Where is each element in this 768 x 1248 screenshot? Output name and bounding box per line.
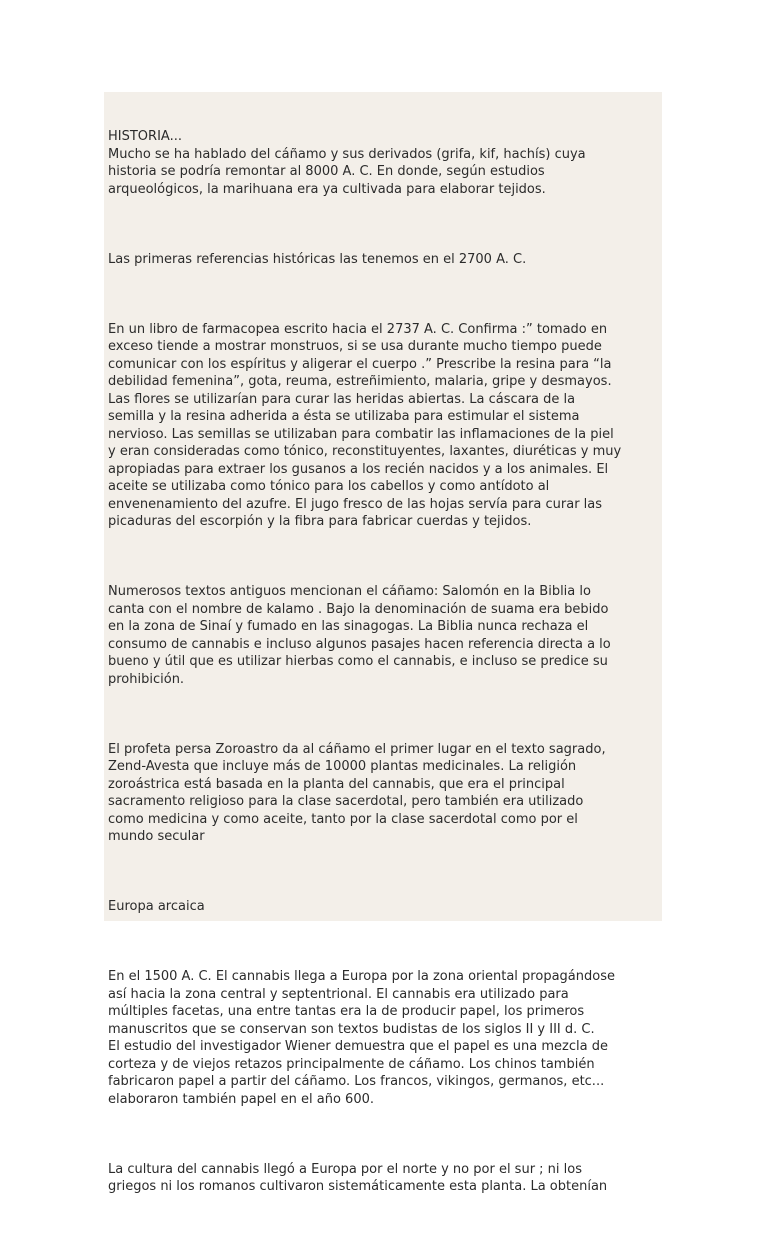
- paragraph-zoroaster: El profeta persa Zoroastro da al cáñamo el primer lugar en el texto sagrado, Zend-Avesta que incluye más de 10000 plantas medicinales. La religión zoroástrica está basada en la planta del cannabis, que era el principal sacramento religioso para la clase sacerdotal, pero también era utilizado como medicina y como aceite, tanto por la clase sacerdotal como por el mundo secular: [108, 741, 606, 844]
- document-heading: HISTORIA...: [108, 129, 182, 144]
- paragraph-first-references: Las primeras referencias históricas las tenemos en el 2700 A. C.: [108, 251, 527, 267]
- paragraph-cannabis-culture: La cultura del cannabis llegó a Europa por el norte y no por el sur ; ni los griegos ni los romanos cultivaron sistemáticamente esta planta. La obtenían: [108, 1161, 608, 1194]
- paragraph-pharmacopoeia: En un libro de farmacopea escrito hacia el 2737 A. C. Confirma :” tomado en exceso tiende a mostrar monstruos, si se usa durante mucho tiempo puede comunicar con los espíritus y aligerar el cuerpo .” Prescribe la resina para “la debilidad femenina”, gota, reuma, estreñimiento, malaria, gripe y desmayos. Las flores se utilizarían para curar las heridas abiertas. La cáscara de la semilla y la resina adherida a ésta se utilizaba para estimular el sistema nervioso. Las semillas se utilizaban para combatir las inflamaciones de la piel y eran consideradas como tónico, reconstituyentes, laxantes, diuréticas y muy apropiadas para extraer los gusanos a los recién nacidos y a los animales. El aceite se utilizaba como tónico para los cabellos y como antídoto al envenenamiento del azufre. El jugo fresco de las hojas servía para curar las picaduras del escorpión y la fibra para fabricar cuerdas y tejidos.: [108, 321, 622, 529]
- paragraph-europe-1500: En el 1500 A. C. El cannabis llega a Europa por la zona oriental propagándose así hacia la zona central y septentrional. El cannabis era utilizado para múltiples facetas, una entre tantas era la de producir papel, los primeros manuscritos que se conservan son textos budistas de los siglos II y III d. C. El estudio del investigador Wiener demuestra que el papel es una mezcla de corteza y de viejos retazos principalmente de cáñamo. Los chinos también fabricaron papel a partir del cáñamo. Los francos, vikingos, germanos, etc... elaboraron también papel en el año 600.: [108, 969, 615, 1107]
- paragraph-ancient-texts: Numerosos textos antiguos mencionan el cáñamo: Salomón en la Biblia lo canta con el nombre de kalamo . Bajo la denominación de suama era bebido en la zona de Sinaí y fumado en las sinagogas. La Biblia nunca rechaza el consumo de cannabis e incluso algunos pasajes hacen referencia directa a lo bueno y útil que es utilizar hierbas como el cannabis, e incluso se predice su prohibición.: [108, 584, 611, 687]
- paragraph-intro: Mucho se ha hablado del cáñamo y sus derivados (grifa, kif, hachís) cuya historia se podría remontar al 8000 A. C. En donde, según estudios arqueológicos, la marihuana era ya cultivada para elaborar tejidos.: [108, 146, 586, 197]
- document-body: [108, 93, 664, 1248]
- section-heading-europa-arcaica: Europa arcaica: [108, 899, 205, 914]
- document-page: [104, 92, 662, 1194]
- document-intro: [108, 128, 664, 198]
